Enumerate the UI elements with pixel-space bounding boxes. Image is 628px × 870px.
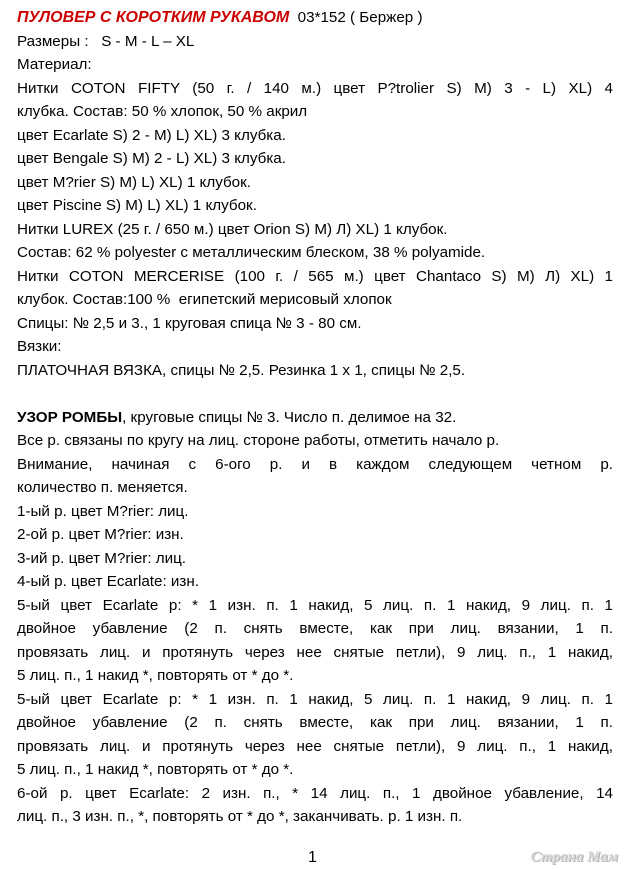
material-line: цвет M?rier S) M) L) XL) 1 клубок. [17,173,251,191]
pattern-line: 5-ый цвет Ecarlate р: * 1 изн. п. 1 накид, 5 лиц. п. 1 накид, 9 лиц. п. 1 [17,596,613,614]
pattern-line: количество п. меняется. [17,479,188,496]
title-row [17,6,613,30]
document-page [17,6,613,829]
pattern-line: 4-ый р. цвет Ecarlate: изн. [17,573,199,590]
material-line: цвет Ecarlate S) 2 - M) L) XL) 3 клубка. [17,126,286,144]
section-gap [17,382,613,406]
pattern-line: 2-ой р. цвет M?rier: изн. [17,526,184,543]
material-line: Нитки COTON MERCERISE (100 г. / 565 м.) цвет Chantaco S) M) Л) XL) 1 [17,267,613,285]
pattern-heading-rest: , круговые спицы № 3. Число п. делимое на 32. [122,408,457,426]
pattern-line: 5 лиц. п., 1 накид *, повторять от * до *. [17,667,294,684]
pattern-line: 5-ый цвет Ecarlate р: * 1 изн. п. 1 накид, 5 лиц. п. 1 накид, 9 лиц. п. 1 [17,690,613,708]
pattern-line: двойное убавление (2 п. снять вместе, как при лиц. вязании, 1 п. [17,620,613,637]
pattern-line: 5 лиц. п., 1 накид *, повторять от * до *. [17,761,294,778]
stitches-line: ПЛАТОЧНАЯ ВЯЗКА, спицы № 2,5. Резинка 1 х 1, спицы № 2,5. [17,361,466,379]
sizes-line: Размеры : S - M - L – XL [17,32,195,50]
material-line: Спицы: № 2,5 и 3., 1 круговая спица № 3 - 80 см. [17,314,362,332]
material-line: Состав: 62 % polyester с металлическим блеском, 38 % polyamide. [17,244,486,261]
material-line: Нитки COTON FIFTY (50 г. / 140 м.) цвет P?trolier S) M) 3 - L) XL) 4 [17,79,613,97]
material-line: цвет Bengale S) M) 2 - L) XL) 3 клубка. [17,150,286,167]
materials-list [17,77,613,336]
material-line: цвет Piscine S) M) L) XL) 1 клубок. [17,197,257,214]
pattern-line: Все р. связаны по кругу на лиц. стороне работы, отметить начало р. [17,432,500,449]
page-number: 1 [308,849,317,866]
pattern-line: 6-ой р. цвет Ecarlate: 2 изн. п., * 14 лиц. п., 1 двойное убавление, 14 [17,784,613,802]
site-watermark: Страна Мам [530,849,618,865]
pattern-line: провязать лиц. и протянуть через нее снятые петли), 9 лиц. п., 1 накид, [17,737,613,755]
document-title: ПУЛОВЕР С КОРОТКИМ РУКАВОМ [17,9,290,26]
pattern-line: 1-ый р. цвет M?rier: лиц. [17,502,189,520]
model-code: 03*152 ( Бержер ) [297,9,423,26]
pattern-line: лиц. п., 3 изн. п., *, повторять от * до *, заканчивать. р. 1 изн. п. [17,808,463,825]
stitches-heading: Вязки: [17,338,62,355]
pattern-heading: УЗОР РОМБЫ [17,408,123,426]
material-line: клубка. Состав: 50 % хлопок, 50 % акрил [17,103,308,120]
pattern-line: провязать лиц. и протянуть через нее снятые петли), 9 лиц. п., 1 накид, [17,643,613,661]
material-line: клубок. Состав:100 % египетский мерисовый хлопок [17,291,392,308]
pattern-line: 3-ий р. цвет M?rier: лиц. [17,549,187,567]
pattern-instructions [17,429,613,829]
pattern-line: Внимание, начиная с 6-ого р. и в каждом следующем четном р. [17,455,613,473]
pattern-heading-row [17,406,613,430]
pattern-line: двойное убавление (2 п. снять вместе, как при лиц. вязании, 1 п. [17,714,613,731]
material-line: Нитки LUREX (25 г. / 650 м.) цвет Orion S) M) Л) XL) 1 клубок. [17,220,448,238]
materials-heading: Материал: [17,56,92,73]
